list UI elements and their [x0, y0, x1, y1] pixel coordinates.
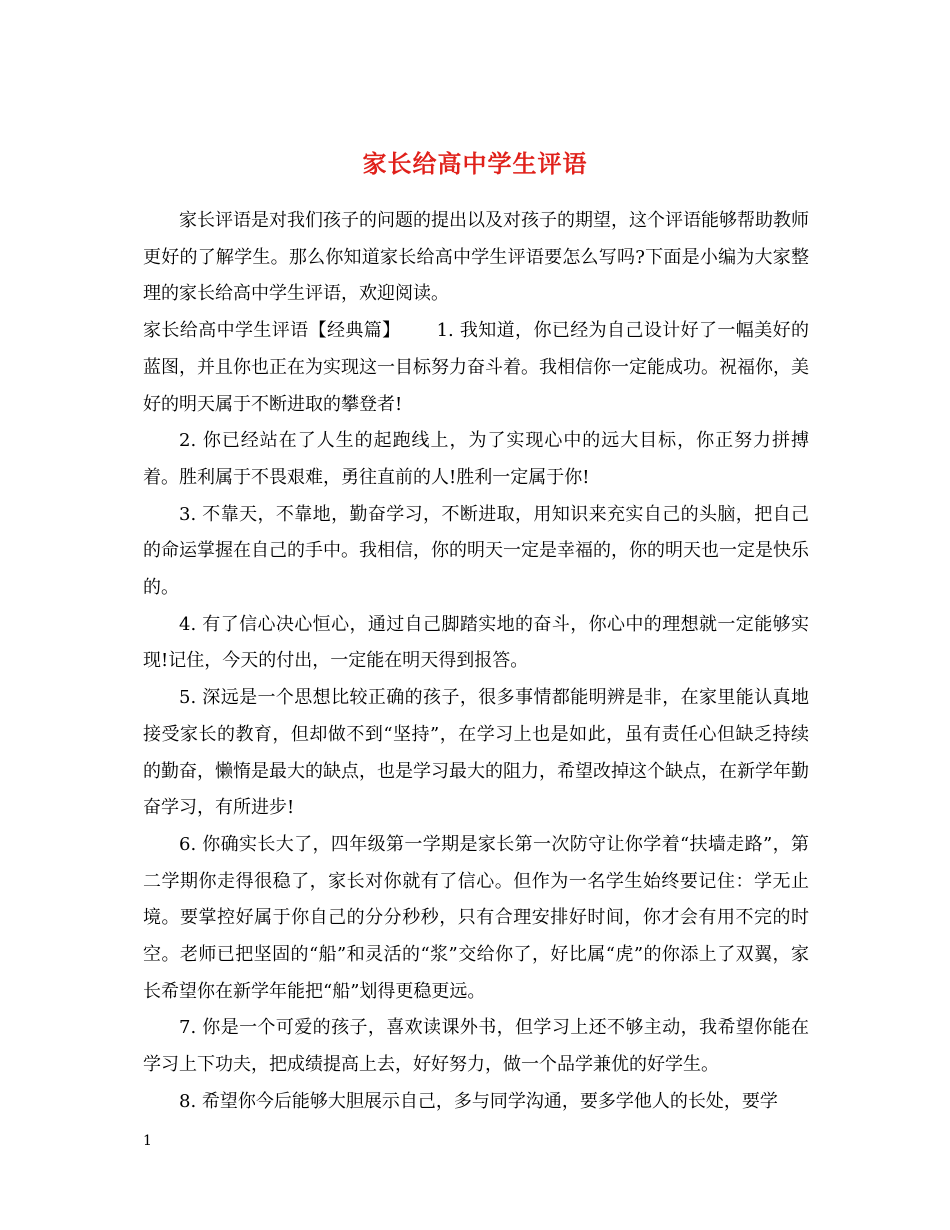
comment-item-3: 3. 不靠天，不靠地，勤奋学习，不断进取，用知识来充实自己的头脑，把自己的命运掌握在自己的手中。我相信，你的明天一定是幸福的，你的明天也一定是快乐的。 [143, 503, 809, 599]
comment-item-5: 5. 深远是一个思想比较正确的孩子，很多事情都能明辨是非，在家里能认真地接受家长的教育，但却做不到“坚持”，在学习上也是如此，虽有责任心但缺乏持续的勤奋，懒惰是最大的缺点，也是学习最大的阻力，希望改掉这个缺点，在新学年勤奋学习，有所进步! [143, 687, 809, 819]
comment-item-2: 2. 你已经站在了人生的起跑线上，为了实现心中的远大目标，你正努力拼搏着。胜利属于不畏艰难，勇往直前的人!胜利一定属于你! [143, 430, 809, 488]
comment-item-4: 4. 有了信心决心恒心，通过自己脚踏实地的奋斗，你心中的理想就一定能够实现!记住，今天的付出，一定能在明天得到报答。 [143, 613, 809, 672]
comment-item-1: 1. 我知道，你已经为自己设计好了一幅美好的蓝图，并且你也正在为实现这一目标努力奋斗着。我相信你一定能成功。祝福你，美好的明天属于不断进取的攀登者! [143, 320, 809, 415]
page-number: 1 [143, 1133, 152, 1149]
comment-item-6: 6. 你确实长大了，四年级第一学期是家长第一次防守让你学着“扶墙走路”，第二学期你走得很稳了，家长对你就有了信心。但作为一名学生始终要记住：学无止境。要掌控好属于你自己的分分秒秒，只有合理安排好时间，你才会有用不完的时空。老师已把坚固的“船”和灵活的“浆”交给你了，好比属“虎”的你添上了双翼，家长希望你在新学年能把“船”划得更稳更远。 [143, 833, 809, 1002]
section-heading: 家长给高中学生评语【经典篇】 [143, 320, 401, 342]
section-paragraph [143, 313, 809, 423]
comment-item-8: 8. 希望你今后能够大胆展示自己，多与同学沟通，要多学他人的长处，要学 [179, 1090, 778, 1112]
comment-item-7: 7. 你是一个可爱的孩子，喜欢读课外书，但学习上还不够主动，我希望你能在学习上下功夫，把成绩提高上去，好好努力，做一个品学兼优的好学生。 [143, 1017, 809, 1076]
document-body [143, 203, 809, 1121]
document-title: 家长给高中学生评语 [362, 149, 588, 179]
intro-paragraph: 家长评语是对我们孩子的问题的提出以及对孩子的期望，这个评语能够帮助教师更好的了解学生。那么你知道家长给高中学生评语要怎么写吗?下面是小编为大家整理的家长给高中学生评语，欢迎阅读。 [143, 210, 809, 305]
